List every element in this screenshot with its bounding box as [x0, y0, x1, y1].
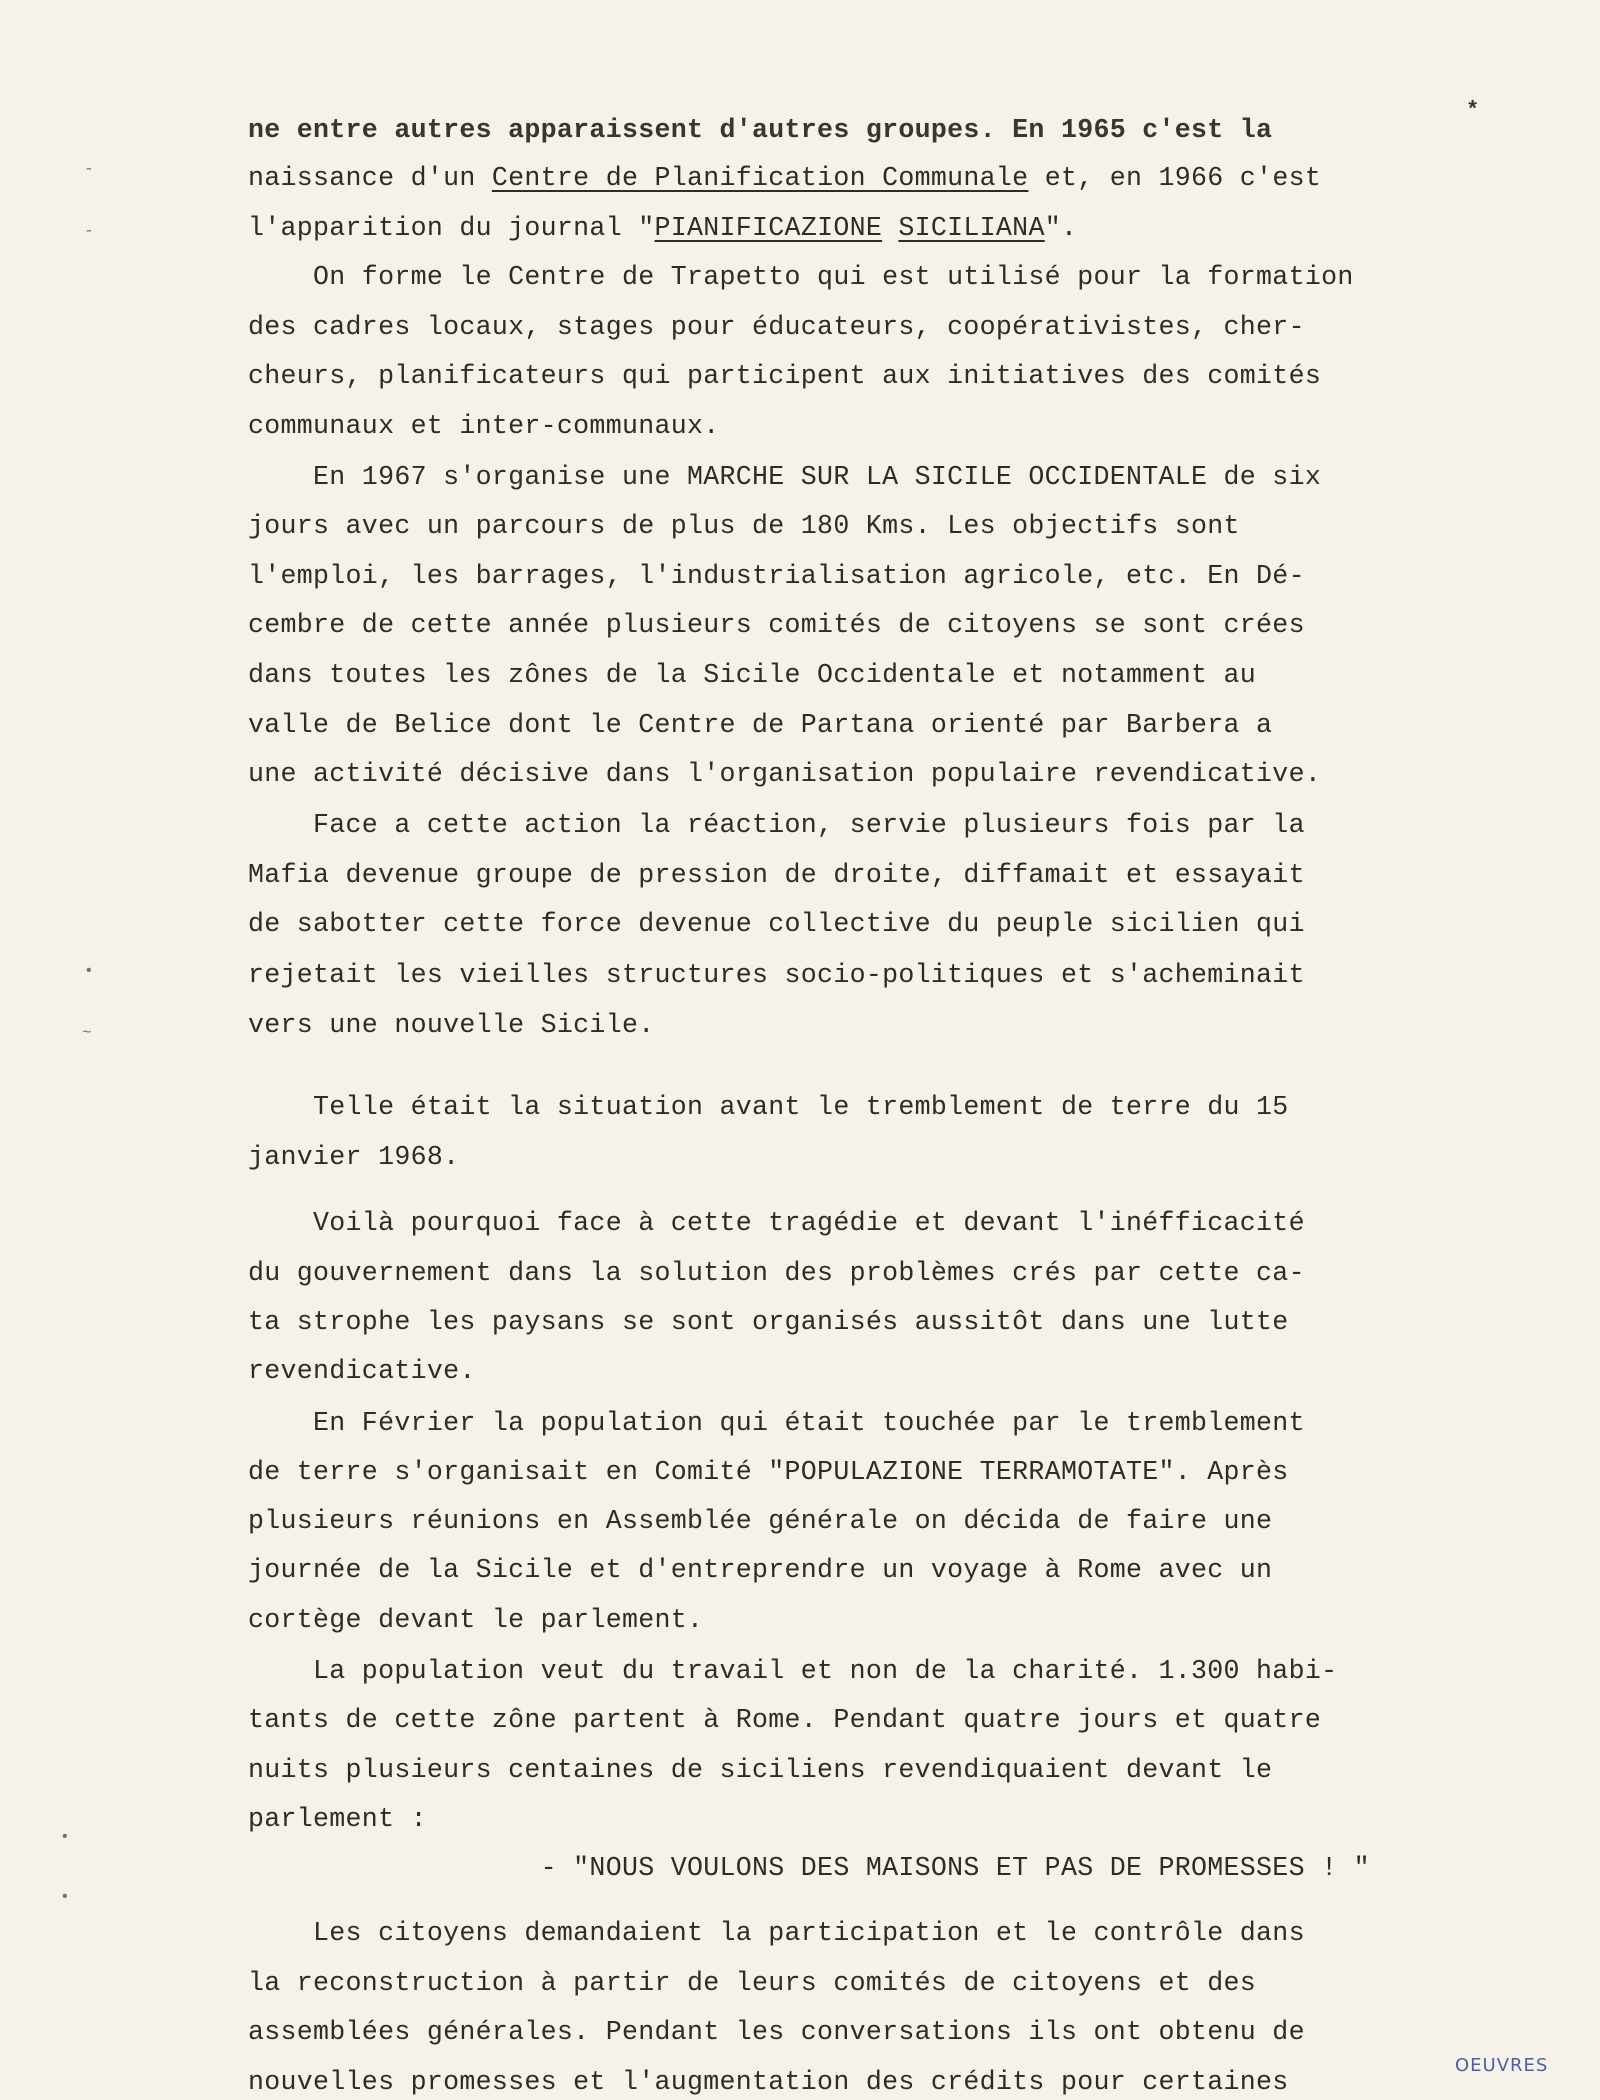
text-line: la reconstruction à partir de leurs comités de citoyens et des [248, 1968, 1257, 1998]
text-line: de terre s'organisait en Comité "POPULAZIONE TERRAMOTATE". Après [248, 1457, 1289, 1487]
text-line: de sabotter cette force devenue collective du peuple sicilien qui [248, 909, 1305, 939]
text-line: l'apparition du journal "PIANIFICAZIONE SICILIANA". [248, 213, 1078, 243]
text-line: Face a cette action la réaction, servie plusieurs fois par la [248, 810, 1305, 840]
text-line: dans toutes les zônes de la Sicile Occidentale et notamment au [248, 660, 1257, 690]
text-line: parlement : [248, 1804, 427, 1834]
text-line: tants de cette zône partent à Rome. Pendant quatre jours et quatre [248, 1705, 1322, 1735]
text-line: plusieurs réunions en Assemblée générale on décida de faire une [248, 1506, 1273, 1536]
text-line: une activité décisive dans l'organisation populaire revendicative. [248, 759, 1322, 789]
text-line: valle de Belice dont le Centre de Partana orienté par Barbera a [248, 710, 1273, 740]
text-line: du gouvernement dans la solution des problèmes crés par cette ca- [248, 1258, 1305, 1288]
text-line: naissance d'un Centre de Planification Communale et, en 1966 c'est [248, 163, 1322, 193]
text-line: assemblées générales. Pendant les conversations ils ont obtenu de [248, 2017, 1305, 2047]
page-number: * [1466, 98, 1480, 123]
text-line: ne entre autres apparaissent d'autres groupes. En 1965 c'est la [248, 115, 1273, 145]
text-line: revendicative. [248, 1356, 476, 1386]
margin-mark: ~ [82, 1024, 92, 1042]
text-line: Voilà pourquoi face à cette tragédie et devant l'inéfficacité [248, 1208, 1305, 1238]
text-line: janvier 1968. [248, 1142, 460, 1172]
text-line: Les citoyens demandaient la participation et le contrôle dans [248, 1918, 1305, 1948]
text-line: En 1967 s'organise une MARCHE SUR LA SICILE OCCIDENTALE de six [248, 462, 1322, 492]
margin-mark: - [84, 222, 94, 240]
margin-mark: • [60, 1888, 70, 1906]
text-line: des cadres locaux, stages pour éducateurs, coopérativistes, cher- [248, 312, 1305, 342]
text-line: nouvelles promesses et l'augmentation des crédits pour certaines [248, 2067, 1289, 2097]
text-line: journée de la Sicile et d'entreprendre un voyage à Rome avec un [248, 1555, 1273, 1585]
text-line: Telle était la situation avant le tremblement de terre du 15 [248, 1092, 1289, 1122]
text-line: l'emploi, les barrages, l'industrialisation agricole, etc. En Dé- [248, 561, 1305, 591]
margin-mark: - [84, 160, 94, 178]
text-line: cembre de cette année plusieurs comités de citoyens se sont crées [248, 610, 1305, 640]
text-line: cortège devant le parlement. [248, 1605, 704, 1635]
text-line: ta strophe les paysans se sont organisés aussitôt dans une lutte [248, 1307, 1289, 1337]
text-line: Mafia devenue groupe de pression de droite, diffamait et essayait [248, 860, 1305, 890]
text-line: nuits plusieurs centaines de siciliens revendiquaient devant le [248, 1755, 1273, 1785]
text-line: communaux et inter-communaux. [248, 411, 720, 441]
margin-mark: • [84, 962, 94, 980]
text-line: rejetait les vieilles structures socio-politiques et s'acheminait [248, 960, 1305, 990]
text-line: La population veut du travail et non de la charité. 1.300 habi- [248, 1656, 1338, 1686]
text-line: On forme le Centre de Trapetto qui est utilisé pour la formation [248, 262, 1354, 292]
text-line: cheurs, planificateurs qui participent aux initiatives des comités [248, 361, 1322, 391]
margin-mark: • [60, 1828, 70, 1846]
text-line: En Février la population qui était touchée par le tremblement [248, 1408, 1305, 1438]
text-line: vers une nouvelle Sicile. [248, 1010, 655, 1040]
text-line: jours avec un parcours de plus de 180 Kms. Les objectifs sont [248, 511, 1240, 541]
corner-annotation: OEUVRES [1455, 2055, 1549, 2076]
text-line: - "NOUS VOULONS DES MAISONS ET PAS DE PROMESSES ! " [248, 1853, 1370, 1883]
